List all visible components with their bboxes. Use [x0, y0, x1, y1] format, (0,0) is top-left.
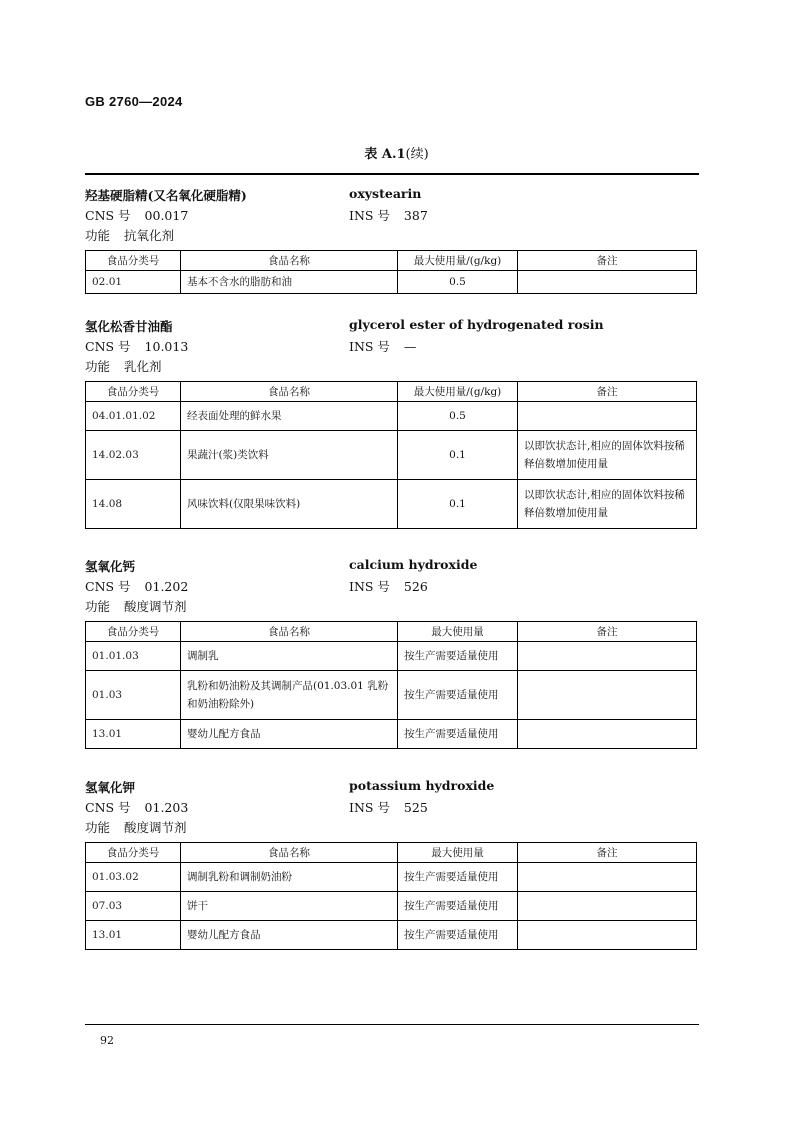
cell-remarks	[518, 402, 697, 431]
additive-section-calcium-hydroxide	[85, 557, 699, 749]
header-category: 食品分类号	[86, 622, 181, 642]
cell-category: 02.01	[86, 271, 181, 294]
header-food-name: 食品名称	[181, 843, 398, 863]
additive-name-cn: 氢氧化钾	[85, 780, 136, 795]
cell-max-usage: 按生产需要适量使用	[398, 642, 518, 671]
additive-name-en: potassium hydroxide	[349, 778, 495, 793]
additive-name-en: glycerol ester of hydrogenated rosin	[349, 317, 604, 332]
cell-food-name: 风味饮料(仅限果味饮料)	[181, 480, 398, 529]
table-row	[86, 720, 697, 749]
usage-table	[85, 842, 697, 950]
table-header-row	[86, 622, 697, 642]
ins-number: 526	[403, 579, 428, 594]
header-remarks: 备注	[518, 382, 697, 402]
additive-section-potassium-hydroxide	[85, 778, 699, 950]
table-header-row	[86, 251, 697, 271]
cell-max-usage: 按生产需要适量使用	[398, 720, 518, 749]
header-remarks: 备注	[518, 843, 697, 863]
ins-label: INS 号	[349, 579, 390, 594]
function-value: 乳化剂	[124, 359, 162, 374]
cns-label: CNS 号	[85, 800, 131, 815]
additive-name-en: calcium hydroxide	[349, 557, 478, 572]
ins-number: 387	[403, 208, 428, 223]
function-label: 功能	[85, 228, 111, 243]
table-row	[86, 671, 697, 720]
cell-category: 07.03	[86, 892, 181, 921]
ins-label: INS 号	[349, 339, 390, 354]
cell-category: 13.01	[86, 921, 181, 950]
cell-food-name: 果蔬汁(浆)类饮料	[181, 431, 398, 480]
cns-number: 01.203	[144, 800, 189, 815]
cell-remarks	[518, 642, 697, 671]
ins-label: INS 号	[349, 800, 390, 815]
header-max-usage: 最大使用量/(g/kg)	[398, 251, 518, 271]
cell-food-name: 调制乳	[181, 642, 398, 671]
function-value: 抗氧化剂	[124, 228, 175, 243]
additive-section-glycerol-ester	[85, 317, 699, 529]
function-value: 酸度调节剂	[124, 820, 187, 835]
function-label: 功能	[85, 599, 111, 614]
usage-table	[85, 250, 697, 294]
cell-remarks	[518, 271, 697, 294]
cell-max-usage: 按生产需要适量使用	[398, 921, 518, 950]
cell-category: 14.08	[86, 480, 181, 529]
cell-max-usage: 0.1	[398, 431, 518, 480]
header-category: 食品分类号	[86, 843, 181, 863]
header-max-usage: 最大使用量	[398, 622, 518, 642]
cns-number: 10.013	[144, 339, 189, 354]
cell-category: 04.01.01.02	[86, 402, 181, 431]
table-caption-suffix: (续)	[405, 147, 429, 162]
cell-remarks	[518, 892, 697, 921]
cell-remarks: 以即饮状态计,相应的固体饮料按稀释倍数增加使用量	[518, 431, 697, 480]
header-max-usage: 最大使用量	[398, 843, 518, 863]
header-food-name: 食品名称	[181, 382, 398, 402]
additive-name-cn: 羟基硬脂精(又名氧化硬脂精)	[85, 188, 247, 203]
cell-max-usage: 0.5	[398, 271, 518, 294]
table-row	[86, 271, 697, 294]
function-value: 酸度调节剂	[124, 599, 187, 614]
header-category: 食品分类号	[86, 382, 181, 402]
table-row	[86, 863, 697, 892]
cell-max-usage: 0.5	[398, 402, 518, 431]
usage-table	[85, 621, 697, 749]
table-row	[86, 892, 697, 921]
cell-remarks	[518, 863, 697, 892]
header-remarks: 备注	[518, 251, 697, 271]
additive-name-cn: 氢氧化钙	[85, 559, 136, 574]
header-food-name: 食品名称	[181, 622, 398, 642]
additive-name-en: oxystearin	[349, 186, 422, 201]
ins-number: —	[403, 339, 417, 354]
usage-table	[85, 381, 697, 529]
table-header-row	[86, 382, 697, 402]
cns-number: 01.202	[144, 579, 189, 594]
cell-max-usage: 按生产需要适量使用	[398, 892, 518, 921]
cns-number: 00.017	[144, 208, 189, 223]
ins-number: 525	[403, 800, 428, 815]
cns-label: CNS 号	[85, 339, 131, 354]
table-caption-title: 表 A.1	[364, 147, 406, 162]
cell-remarks	[518, 720, 697, 749]
cell-food-name: 基本不含水的脂肪和油	[181, 271, 398, 294]
cell-category: 01.03.02	[86, 863, 181, 892]
cell-food-name: 调制乳粉和调制奶油粉	[181, 863, 398, 892]
cns-label: CNS 号	[85, 208, 131, 223]
cell-remarks: 以即饮状态计,相应的固体饮料按稀释倍数增加使用量	[518, 480, 697, 529]
table-row	[86, 480, 697, 529]
cell-max-usage: 按生产需要适量使用	[398, 863, 518, 892]
cell-remarks	[518, 921, 697, 950]
table-row	[86, 402, 697, 431]
cell-category: 01.01.03	[86, 642, 181, 671]
ins-label: INS 号	[349, 208, 390, 223]
cell-max-usage: 按生产需要适量使用	[398, 671, 518, 720]
additive-name-cn: 氢化松香甘油酯	[85, 319, 173, 334]
cell-remarks	[518, 671, 697, 720]
cell-food-name: 婴幼儿配方食品	[181, 921, 398, 950]
table-caption	[0, 143, 793, 162]
function-label: 功能	[85, 359, 111, 374]
cell-category: 14.02.03	[86, 431, 181, 480]
cell-food-name: 乳粉和奶油粉及其调制产品(01.03.01 乳粉和奶油粉除外)	[181, 671, 398, 720]
cell-food-name: 饼干	[181, 892, 398, 921]
footer-rule	[85, 1024, 699, 1025]
table-header-row	[86, 843, 697, 863]
cell-category: 13.01	[86, 720, 181, 749]
header-food-name: 食品名称	[181, 251, 398, 271]
cell-food-name: 经表面处理的鲜水果	[181, 402, 398, 431]
cell-max-usage: 0.1	[398, 480, 518, 529]
additive-section-oxystearin	[85, 186, 699, 294]
header-max-usage: 最大使用量/(g/kg)	[398, 382, 518, 402]
table-row	[86, 431, 697, 480]
standard-number: GB 2760—2024	[85, 94, 183, 109]
cns-label: CNS 号	[85, 579, 131, 594]
header-remarks: 备注	[518, 622, 697, 642]
top-rule	[85, 173, 699, 175]
cell-category: 01.03	[86, 671, 181, 720]
page-number: 92	[100, 1034, 114, 1047]
header-category: 食品分类号	[86, 251, 181, 271]
function-label: 功能	[85, 820, 111, 835]
table-row	[86, 642, 697, 671]
cell-food-name: 婴幼儿配方食品	[181, 720, 398, 749]
table-row	[86, 921, 697, 950]
